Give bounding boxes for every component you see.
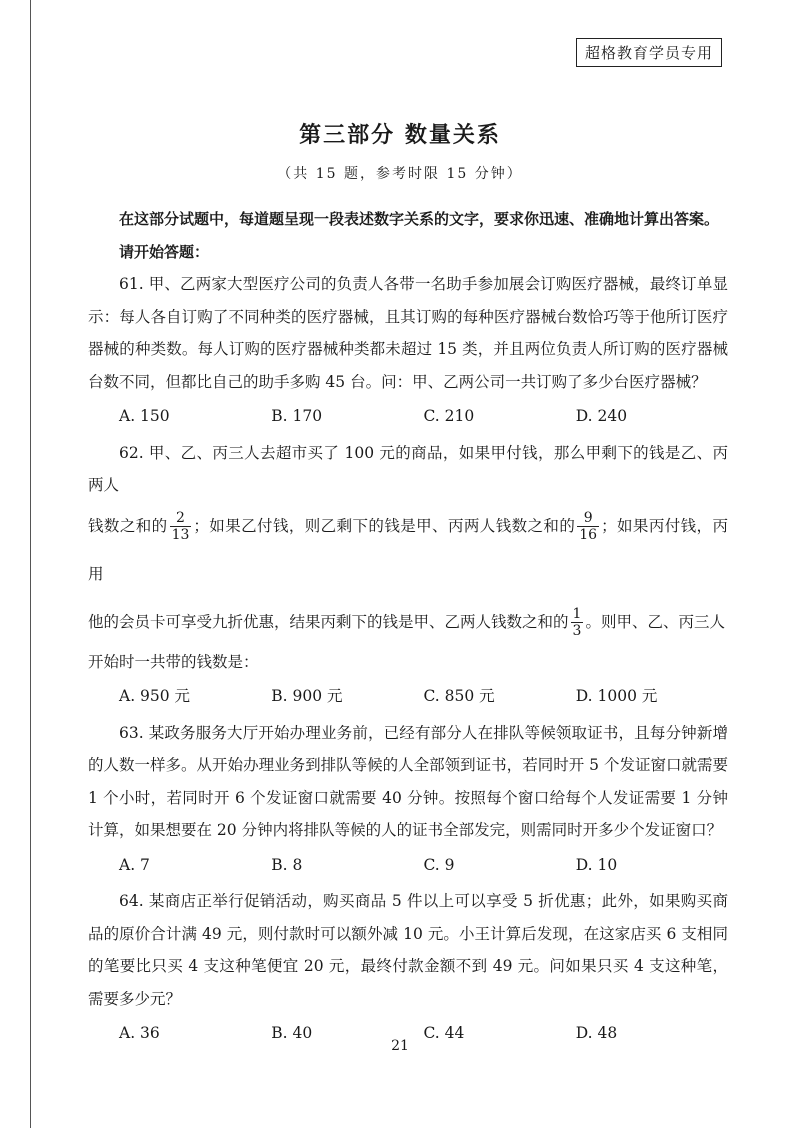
fraction <box>577 510 599 543</box>
option-a: A. 36 <box>119 1024 160 1042</box>
question-61: 61. 甲、乙两家大型医疗公司的负责人各带一名助手参加展会订购医疗器械，最终订单显示：每人各自订购了不同种类的医疗器械，且其订购的每种医疗器械台数恰巧等于他所订医疗器械的种类数。每人订购的医疗器械种类都未超过 15 类，并且两位负责人所订购的医疗器械台数不同，但都比自己的助手多购 45 台。问：甲、乙两公司一共订购了多少台医疗器械？ <box>88 275 728 391</box>
watermark-stamp: 超格教育学员专用 <box>576 38 722 67</box>
section-subtitle: （共 15 题，参考时限 15 分钟） <box>277 166 523 182</box>
option-b: B. 8 <box>271 855 303 874</box>
numerator: 9 <box>577 510 599 527</box>
question-62-line <box>88 598 728 646</box>
option-b: B. 900 元 <box>271 687 343 705</box>
numerator: 2 <box>170 510 192 527</box>
question-62 <box>88 437 728 679</box>
fraction <box>571 606 584 639</box>
instructions: 在这部分试题中，每道题呈现一段表述数字关系的文字，要求你迅速、准确地计算出答案。 <box>119 210 720 228</box>
question-62-options <box>88 680 728 713</box>
option-c: C. 44 <box>423 1024 465 1042</box>
option-c: C. 850 元 <box>423 687 495 705</box>
question-63-options <box>88 849 728 882</box>
option-d: D. 10 <box>575 855 618 874</box>
option-a: A. 950 元 <box>119 687 191 705</box>
section-title: 第三部分 数量关系 <box>299 123 501 148</box>
question-64: 64. 某商店正举行促销活动，购买商品 5 件以上可以享受 5 折优惠；此外，如果购买商品的原价合计满 49 元，则付款时可以额外减 10 元。小王计算后发现，在这家店买 6 支相同的笔要比只买 4 支这种笔便宜 20 元，最终付款金额不到 49 元。问如果只买 4 支这种笔，需要多少元？ <box>88 892 728 1008</box>
question-62-line: 62. 甲、乙、丙三人去超市买了 100 元的商品，如果甲付钱，那么甲剩下的钱是乙、丙两人 <box>88 443 728 494</box>
fraction <box>170 510 192 543</box>
option-b: B. 170 <box>271 407 323 425</box>
question-61-options <box>88 400 728 433</box>
questions-body <box>88 203 728 1054</box>
denominator: 16 <box>579 527 598 543</box>
option-a: A. 7 <box>119 855 150 874</box>
text: 钱数之和的 <box>88 516 168 535</box>
page-number: 21 <box>391 1038 409 1054</box>
option-c: C. 210 <box>423 407 475 425</box>
option-d: D. 240 <box>575 407 628 425</box>
text: 他的会员卡可享受九折优惠，结果丙剩下的钱是甲、乙两人钱数之和的 <box>88 612 569 631</box>
option-c: C. 9 <box>423 855 455 874</box>
start-prompt: 请开始答题： <box>119 242 210 261</box>
numerator: 1 <box>572 606 582 622</box>
question-62-line: 开始时一共带的钱数是： <box>88 652 259 671</box>
option-d: D. 1000 元 <box>575 687 658 705</box>
text: ；如果丙付钱，丙用 <box>88 516 728 583</box>
text: 。则甲、乙、丙三人 <box>585 612 725 631</box>
text: ；如果乙付钱，则乙剩下的钱是甲、丙两人钱数之和的 <box>193 516 576 535</box>
denominator: 3 <box>572 623 582 639</box>
option-b: B. 40 <box>271 1024 313 1042</box>
denominator: 13 <box>171 527 190 543</box>
option-d: D. 48 <box>575 1024 618 1042</box>
option-a: A. 150 <box>119 407 170 425</box>
question-63: 63. 某政务服务大厅开始办理业务前，已经有部分人在排队等候领取证书，且每分钟新增的人数一样多。从开始办理业务到排队等候的人全部领到证书，若同时开 5 个发证窗口就需要 1 个小时，若同时开 6 个发证窗口就需要 40 分钟。按照每个窗口给每个人发证需要 1 分钟计算，如果想要在 20 分钟内将排队等候的人的证书全部发完，则需同时开多少个发证窗口？ <box>88 723 728 839</box>
question-62-line <box>88 502 728 598</box>
